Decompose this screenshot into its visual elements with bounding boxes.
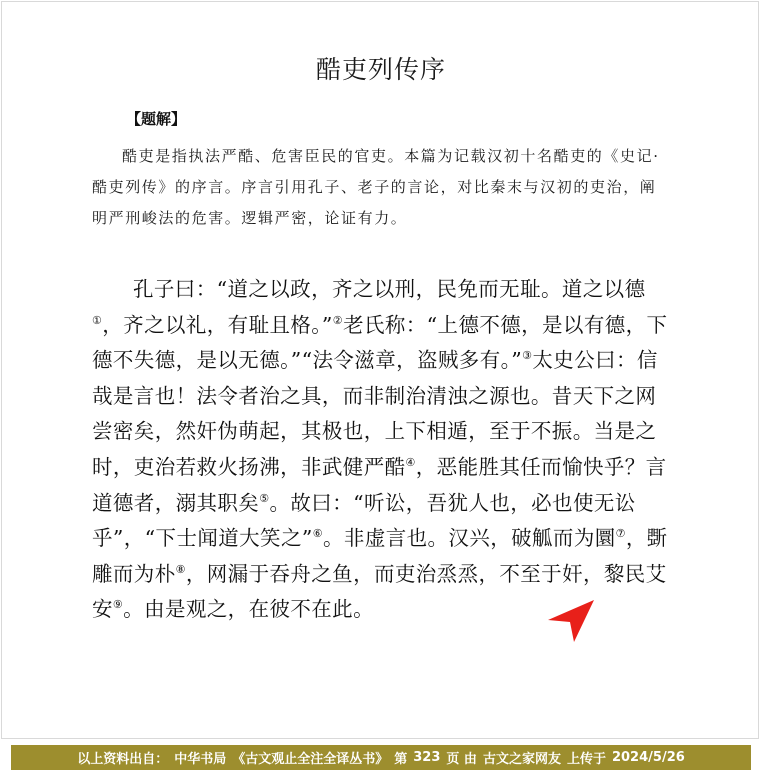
footnote-marker: ③ bbox=[522, 349, 533, 363]
text-run: ，网漏于吞舟之鱼，而吏治烝烝，不至于奸，黎民艾安 bbox=[92, 561, 667, 622]
footer-page-prefix: 第 bbox=[394, 752, 408, 767]
footnote-marker: ⑥ bbox=[312, 527, 324, 541]
text-run: 。非虚言也。汉兴，破觚而为圜 bbox=[323, 526, 616, 551]
text-run: 太史公曰：信哉是言也！法令者治之具，而非制治清浊之源也。昔天下之网尝密矣，然奸伪萌起，其极也，上下相遁，至于不振。当是之时，吏治若救火扬沸，非武健严酷 bbox=[92, 348, 658, 479]
footer-source-label: 以上资料出自： bbox=[77, 752, 169, 767]
intro-heading: 【题解】 bbox=[126, 110, 187, 128]
footnote-marker: ⑧ bbox=[175, 562, 186, 576]
footnote-marker: ⑤ bbox=[259, 491, 270, 505]
main-text bbox=[92, 272, 674, 628]
footnote-marker: ⑨ bbox=[112, 598, 124, 612]
intro-text: 酷吏是指执法严酷、危害臣民的官吏。本篇为记载汉初十名酷吏的《史记·酷吏列传》的序言。序言引用孔子、老子的言论，对比秦末与汉初的吏治，阐明严刑峻法的危害。逻辑严密，论证有力。 bbox=[92, 147, 660, 227]
footer-uploader: 古文之家网友 bbox=[482, 752, 561, 767]
text-run: 。故曰：“听讼，吾犹人也，必也使无讼乎”，“下士闻道大笑之” bbox=[92, 490, 636, 551]
main-paragraph bbox=[92, 272, 674, 628]
footer-upload-label: 上传于 bbox=[566, 752, 606, 767]
footer-publisher: 中华书局 bbox=[174, 752, 227, 767]
footnote-marker: ② bbox=[332, 313, 344, 327]
text-run: 。由是观之，在彼不在此。 bbox=[123, 597, 374, 622]
text-run: 孔子曰：“道之以政，齐之以刑，民免而无耻。道之以德 bbox=[133, 277, 646, 301]
footer-source-bar bbox=[11, 745, 751, 770]
footnote-marker: ① bbox=[92, 313, 103, 327]
text-run: ，齐之以礼，有耻且格。” bbox=[102, 312, 333, 337]
footer-book-title: 《古文观止全注全译丛书》 bbox=[232, 752, 389, 767]
footnote-marker: ④ bbox=[405, 456, 416, 470]
text-run: ，斲雕而为朴 bbox=[92, 526, 668, 586]
page-title: 酷吏列传序 bbox=[315, 55, 446, 84]
intro-paragraph bbox=[92, 141, 672, 234]
text-run: ，恶能胜其任而愉快乎？言道德者，溺其职矣 bbox=[92, 454, 667, 515]
footnote-marker: ⑦ bbox=[615, 527, 626, 541]
text-run: 老氏称：“上德不德，是以有德，下德不失德，是以无德。”“法令滋章，盗贼多有。” bbox=[92, 312, 668, 373]
footer-upload-date: 2024/5/26 bbox=[611, 750, 685, 765]
footer-page-number: 323 bbox=[413, 750, 441, 765]
footer-page-suffix: 页 由 bbox=[446, 752, 477, 767]
mouse-pointer-arrow-icon bbox=[544, 596, 598, 644]
